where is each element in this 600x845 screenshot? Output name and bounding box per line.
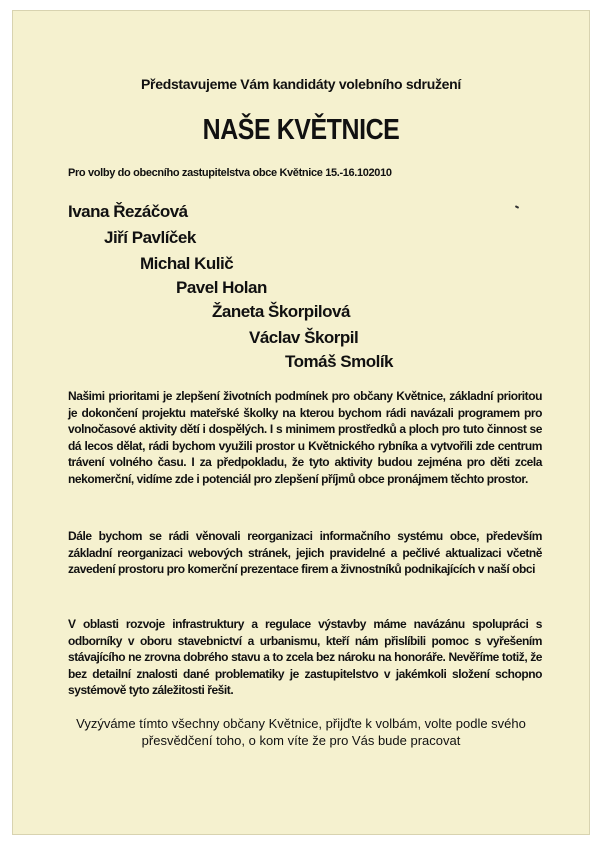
candidate-name: Václav Škorpil [249, 328, 359, 347]
program-paragraph: Dále bychom se rádi věnovali reorganizaci informačního systému obce, především základní reorganizaci webových stránek, jejich pravidelné a pečlivé aktualizaci včetně zavedení prostoru pro komerční prezentace firem a živnostníků podnikajících v naší obci [68, 529, 542, 577]
candidate-name: Michal Kulič [140, 254, 234, 273]
candidate-name: Jiří Pavlíček [104, 228, 196, 247]
election-info: Pro volby do obecního zastupitelstva obce Květnice 15.-16.102010 [68, 167, 392, 179]
program-paragraph: V oblasti rozvoje infrastruktury a regulace výstavby máme navázánu spolupráci s odborníky v oboru stavebnictví a urbanismu, kteří nám přislíbili pomoc s vyřešením stávajícího ne zrovna dobrého stavu a to zcela bez nároku na honoráře. Nevěříme totiž, že bez detailní znalosti dané problematiky je zastupitelstvo v jakémkoli složení schopno systémově tyto záležitosti řešit. [68, 617, 542, 698]
intro-subtitle: Představujeme Vám kandidáty volebního sdružení [141, 76, 461, 92]
closing-appeal: Vyzýváme tímto všechny občany Květnice, přijďte k volbám, volte podle svého přesvědčení toho, o kom víte že pro Vás bude pracovat [76, 716, 526, 748]
candidate-name: Ivana Řezáčová [68, 202, 188, 221]
candidate-name: Tomáš Smolík [285, 352, 393, 371]
page-title: NAŠE KVĚTNICE [202, 114, 400, 146]
paper-speck [515, 205, 519, 209]
program-paragraph: Našimi prioritami je zlepšení životních podmínek pro občany Květnice, základní prioritou je dokončení projektu mateřské školky na kterou bychom rádi navázali programem pro volnočasové aktivity dětí i dospělých. I s minimem prostředků a ploch pro tuto činnost se dá lecos dělat, rádi bychom využili prostor u Květnického rybníka a vytvořili zde centrum trávení volného času. I za předpokladu, že tyto aktivity budou zejména pro děti zcela nekomerční, vidíme zde i potenciál pro zlepšení příjmů obce pronájmem těchto prostor. [68, 389, 542, 486]
candidate-name: Žaneta Škorpilová [212, 302, 350, 321]
candidate-name: Pavel Holan [176, 278, 267, 297]
flyer-page [12, 10, 590, 835]
